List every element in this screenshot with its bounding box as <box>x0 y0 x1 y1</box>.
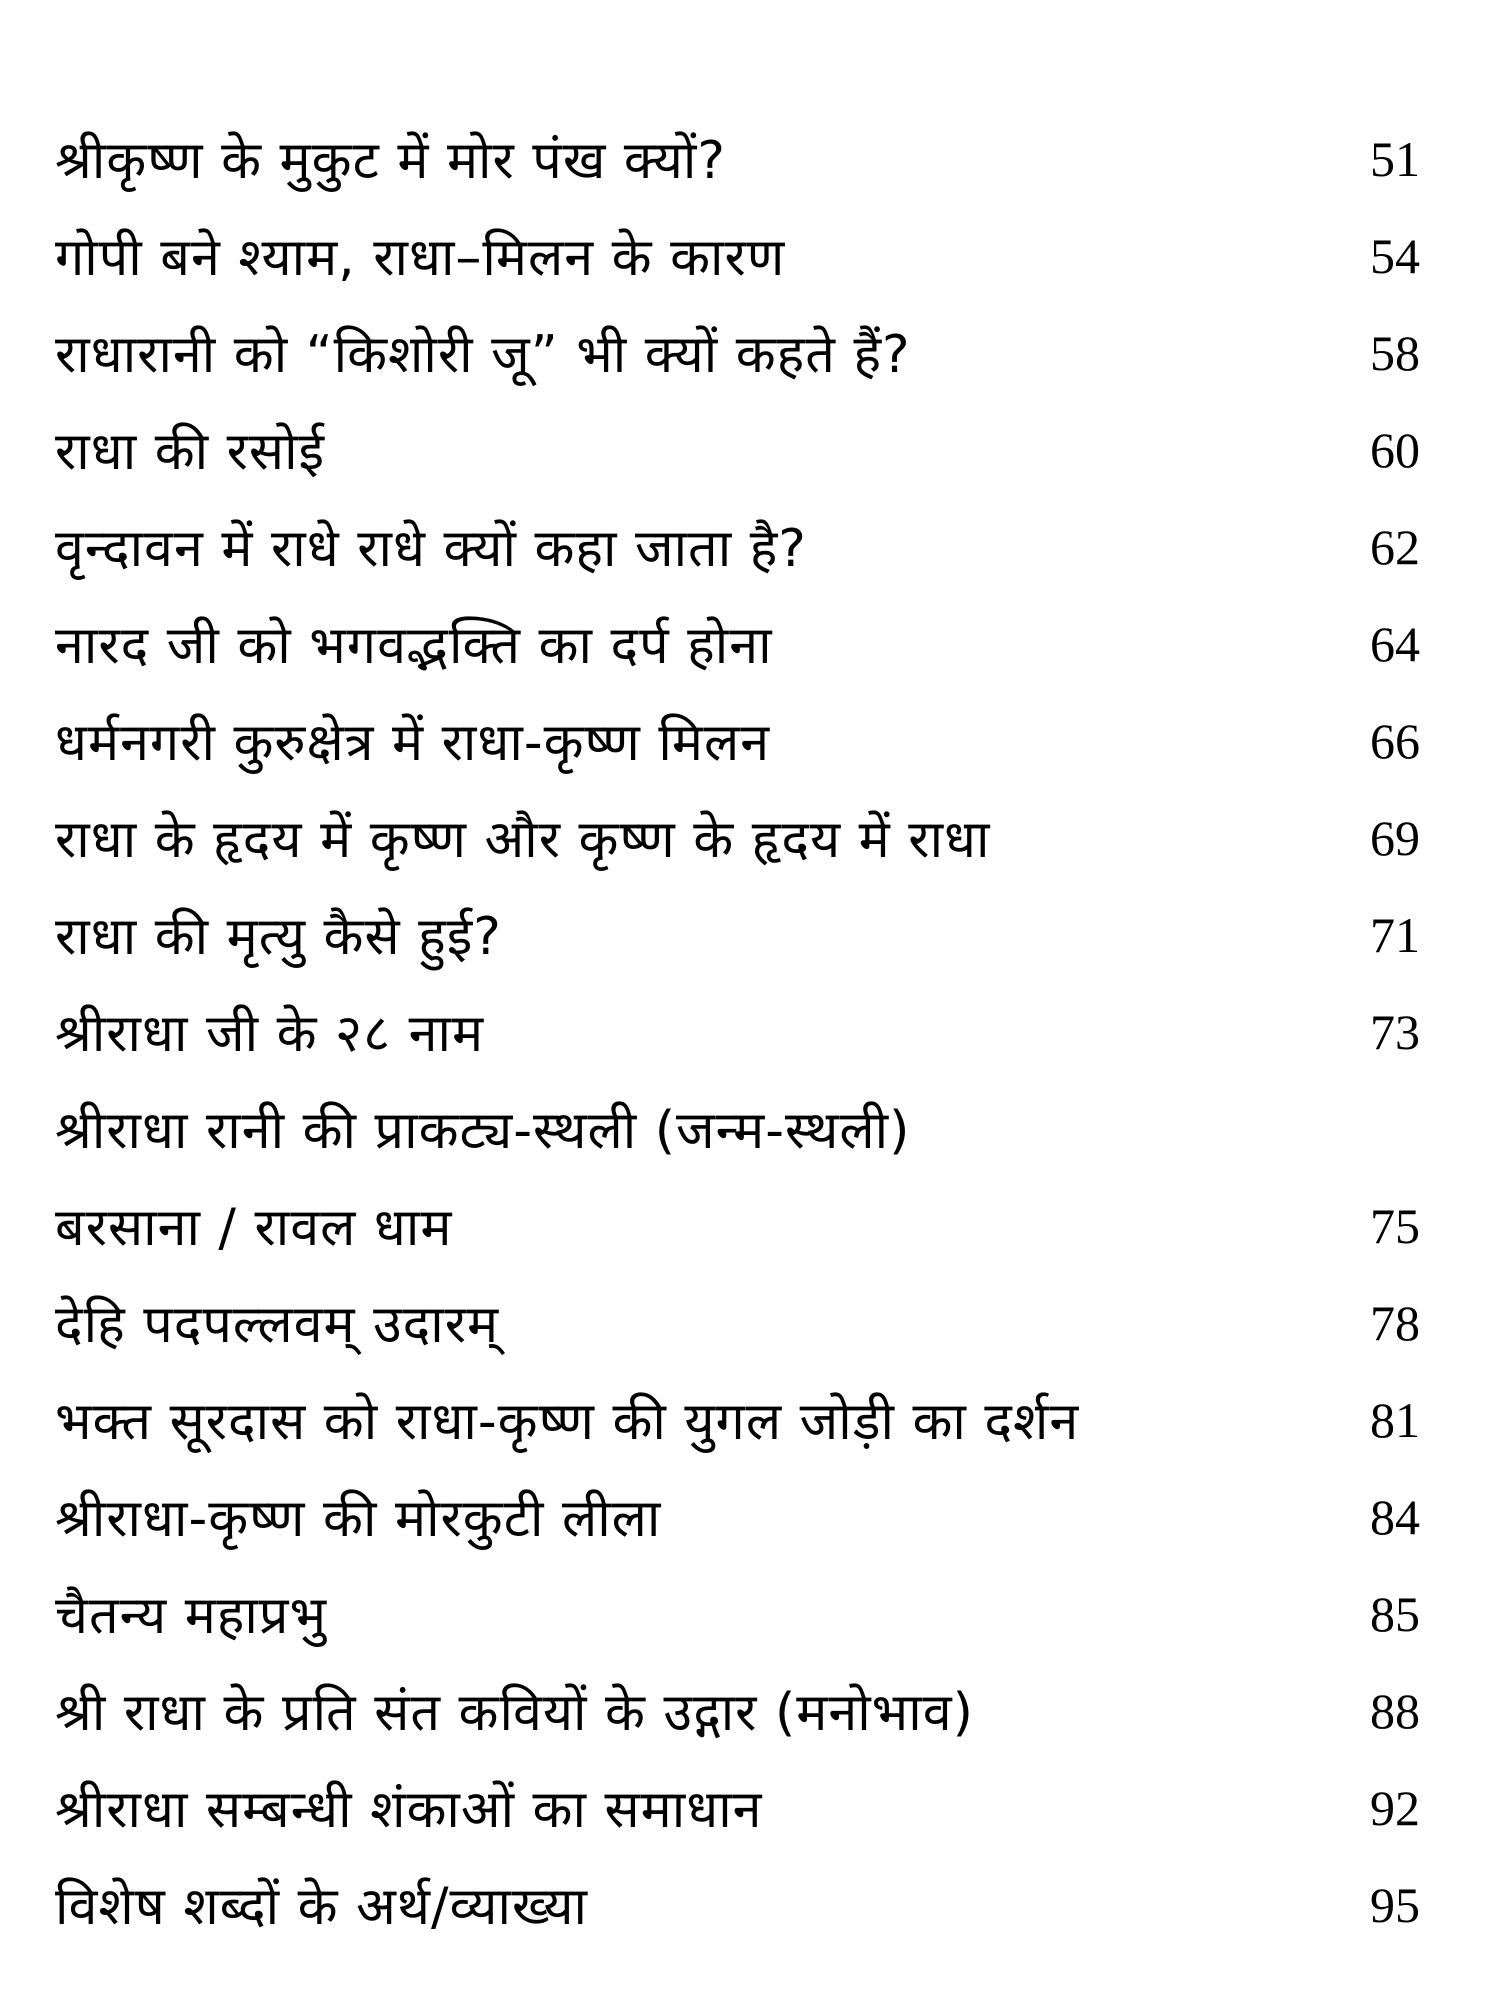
toc-entry-title: राधा की मृत्यु कैसे हुई? <box>55 907 502 967</box>
toc-entry <box>55 401 1455 498</box>
toc-entry-title: श्रीराधा जी के २८ नाम <box>55 1004 485 1064</box>
toc-entry-title: राधा की रसोई <box>55 422 326 482</box>
toc-entry-title: धर्मनगरी कुरुक्षेत्र में राधा-कृष्ण मिलन <box>55 713 771 773</box>
toc-entry-title: चैतन्य महाप्रभु <box>55 1586 328 1646</box>
toc-entry-title: गोपी बने श्याम, राधा–मिलन के कारण <box>55 228 786 288</box>
toc-entry-title: राधारानी को “किशोरी जू” भी क्यों कहते हैं? <box>55 325 911 385</box>
toc-entry <box>55 1662 1455 1759</box>
toc-entry <box>55 789 1455 886</box>
toc-entry-title: श्रीराधा-कृष्ण की मोरकुटी लीला <box>55 1489 662 1549</box>
toc-entry-page: 64 <box>1370 615 1420 672</box>
table-of-contents <box>55 110 1455 1953</box>
toc-entry-page: 81 <box>1370 1391 1420 1448</box>
toc-entry-page: 58 <box>1370 324 1420 381</box>
toc-entry <box>55 886 1455 983</box>
toc-entry <box>55 207 1455 304</box>
toc-entry-page: 62 <box>1370 518 1420 575</box>
toc-entry-page: 95 <box>1370 1876 1420 1933</box>
toc-entry-page: 71 <box>1370 906 1420 963</box>
toc-entry <box>55 983 1455 1080</box>
toc-entry-title: श्रीराधा सम्बन्धी शंकाओं का समाधान <box>55 1780 763 1840</box>
toc-entry <box>55 110 1455 207</box>
toc-entry-title: बरसाना / रावल धाम <box>55 1198 453 1258</box>
toc-entry-page: 84 <box>1370 1488 1420 1545</box>
toc-entry-page: 88 <box>1370 1682 1420 1739</box>
toc-entry-title: राधा के हृदय में कृष्ण और कृष्ण के हृदय में राधा <box>55 810 991 870</box>
toc-entry-page: 78 <box>1370 1294 1420 1351</box>
toc-entry-page: 75 <box>1370 1197 1420 1254</box>
toc-entry-title: श्री राधा के प्रति संत कवियों के उद्गार (मनोभाव) <box>55 1683 974 1743</box>
toc-entry <box>55 1565 1455 1662</box>
toc-entry <box>55 1468 1455 1565</box>
toc-entry-page: 73 <box>1370 1003 1420 1060</box>
toc-entry <box>55 595 1455 692</box>
toc-entry-page: 66 <box>1370 712 1420 769</box>
toc-entry <box>55 1759 1455 1856</box>
toc-entry <box>55 1371 1455 1468</box>
toc-entry-page: 54 <box>1370 227 1420 284</box>
toc-entry-title: विशेष शब्दों के अर्थ/व्याख्या <box>55 1877 589 1937</box>
toc-entry-title: वृन्दावन में राधे राधे क्यों कहा जाता है? <box>55 519 807 579</box>
toc-entry-title: नारद जी को भगवद्भक्ति का दर्प होना <box>55 616 773 676</box>
toc-entry <box>55 498 1455 595</box>
toc-entry <box>55 1080 1455 1177</box>
toc-entry-page: 51 <box>1370 130 1420 187</box>
toc-entry-title: देहि पदपल्लवम् उदारम् <box>55 1295 500 1355</box>
toc-entry <box>55 1274 1455 1371</box>
toc-entry-page: 60 <box>1370 421 1420 478</box>
toc-entry <box>55 1177 1455 1274</box>
toc-entry <box>55 1856 1455 1953</box>
toc-entry-title: श्रीराधा रानी की प्राकट्य-स्थली (जन्म-स्थली) <box>55 1101 911 1161</box>
toc-entry <box>55 304 1455 401</box>
toc-entry-page: 85 <box>1370 1585 1420 1642</box>
toc-entry-title: भक्त सूरदास को राधा-कृष्ण की युगल जोड़ी का दर्शन <box>55 1392 1080 1452</box>
toc-entry-page: 69 <box>1370 809 1420 866</box>
toc-entry <box>55 692 1455 789</box>
toc-entry-title: श्रीकृष्ण के मुकुट में मोर पंख क्यों? <box>55 131 726 191</box>
toc-entry-page: 92 <box>1370 1779 1420 1836</box>
